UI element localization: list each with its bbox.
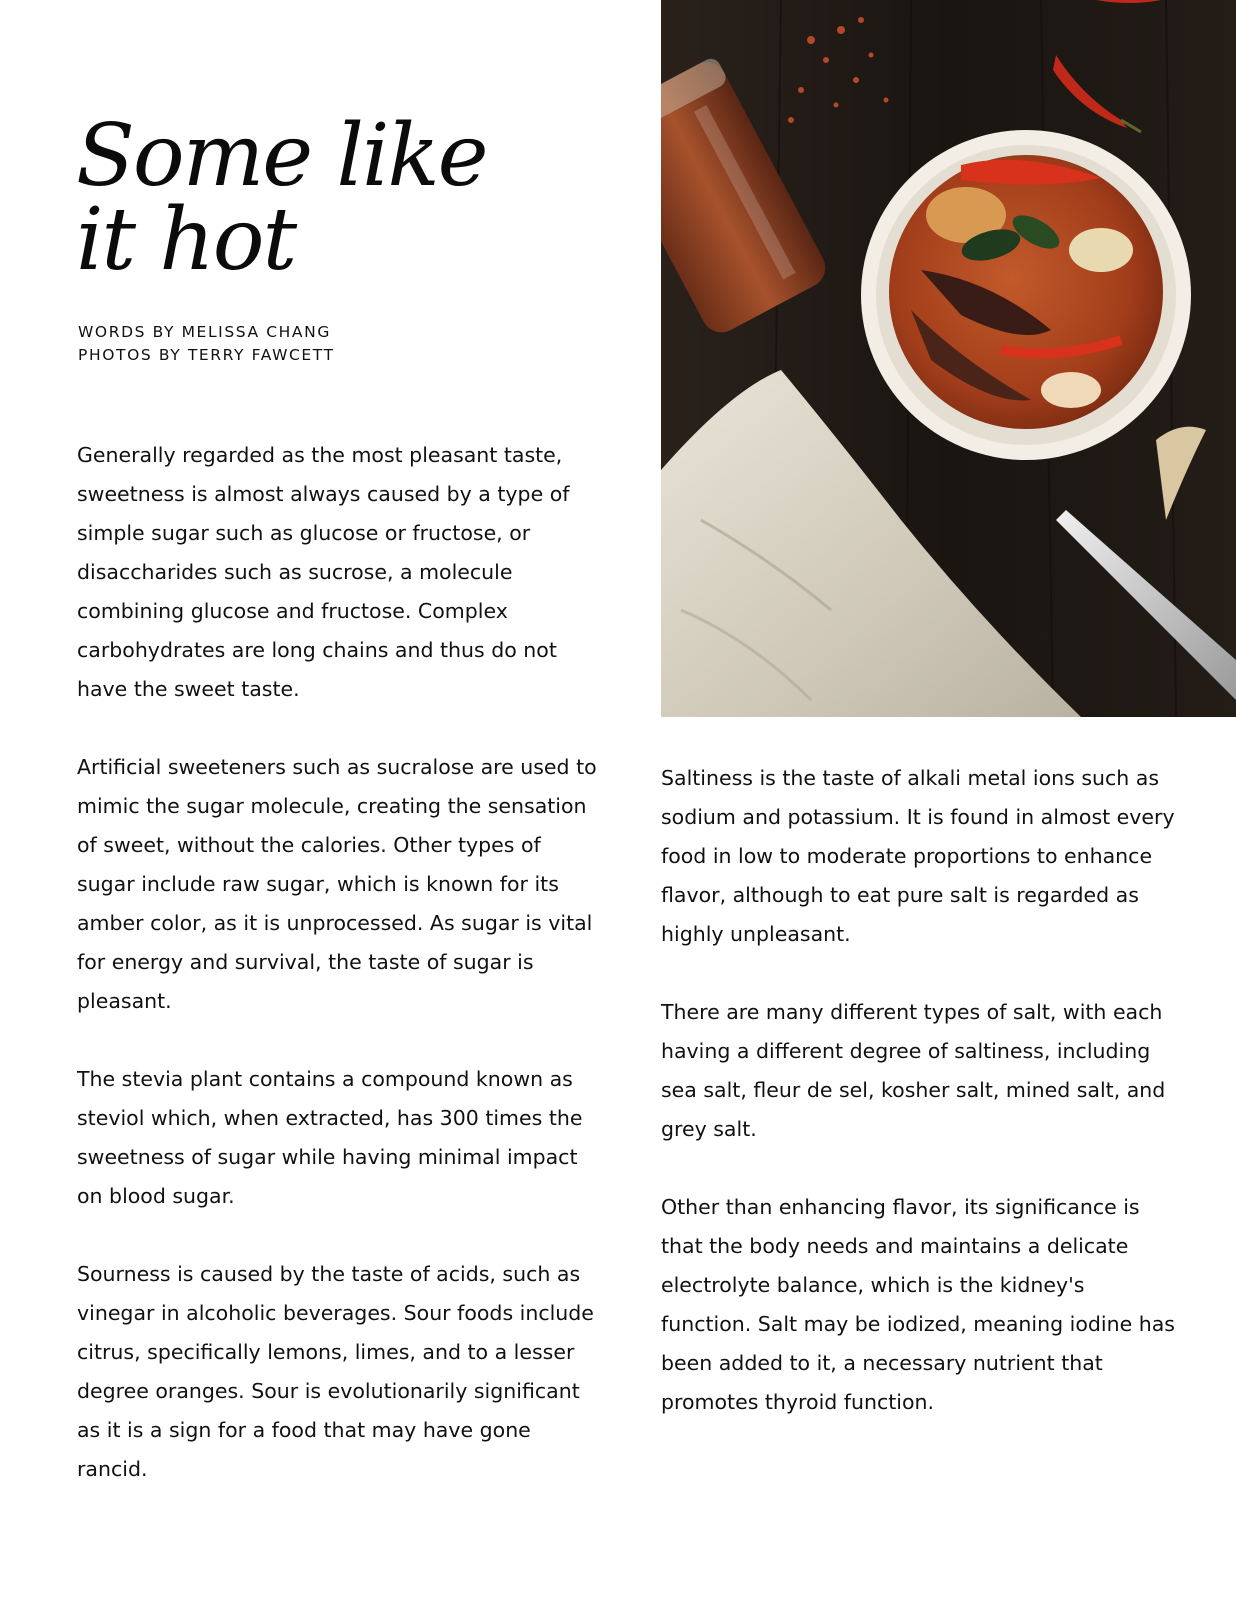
paragraph-saltiness: Saltiness is the taste of alkali metal ions such as sodium and potassium. It is found in almost every food in low to moderate proportions to enhance flavor, although to eat pure salt is regarded as highly unpleasant.	[661, 766, 1175, 946]
curry-photo	[661, 0, 1236, 717]
paragraph-stevia: The stevia plant contains a compound known as steviol which, when extracted, has 300 times the sweetness of sugar while having minimal impact on blood sugar.	[77, 1067, 583, 1208]
left-column	[77, 436, 599, 1528]
photos-credit: PHOTOS BY TERRY FAWCETT	[78, 346, 335, 364]
right-column	[661, 759, 1181, 1461]
title-line-1: Some like	[76, 106, 487, 206]
paragraph-sweetness: Generally regarded as the most pleasant taste, sweetness is almost always caused by a type of simple sugar such as glucose or fructose, or disaccharides such as sucrose, a molecule combining glucose and fructose. Complex carbohydrates are long chains and thus do not have the sweet taste.	[77, 443, 570, 701]
paragraph-salt-types: There are many different types of salt, with each having a different degree of saltiness, including sea salt, fleur de sel, kosher salt, mined salt, and grey salt.	[661, 1000, 1166, 1141]
paragraph-artificial-sweeteners: Artificial sweeteners such as sucralose are used to mimic the sugar molecule, creating the sensation of sweet, without the calories. Other types of sugar include raw sugar, which is known for its amber color, as it is unprocessed. As sugar is vital for energy and survival, the taste of sugar is pleasant.	[77, 755, 597, 1013]
title-line-2: it hot	[76, 190, 296, 290]
paragraph-sourness: Sourness is caused by the taste of acids, such as vinegar in alcoholic beverages. Sour foods include citrus, specifically lemons, limes, and to a lesser degree oranges. Sour is evolutionarily significant as it is a sign for a food that may have gone rancid.	[77, 1262, 594, 1481]
article-title	[76, 106, 596, 290]
paragraph-salt-significance: Other than enhancing flavor, its significance is that the body needs and maintains a delicate electrolyte balance, which is the kidney's function. Salt may be iodized, meaning iodine has been added to it, a necessary nutrient that promotes thyroid function.	[661, 1195, 1175, 1414]
words-credit: WORDS BY MELISSA CHANG	[78, 323, 331, 341]
byline	[78, 321, 335, 367]
